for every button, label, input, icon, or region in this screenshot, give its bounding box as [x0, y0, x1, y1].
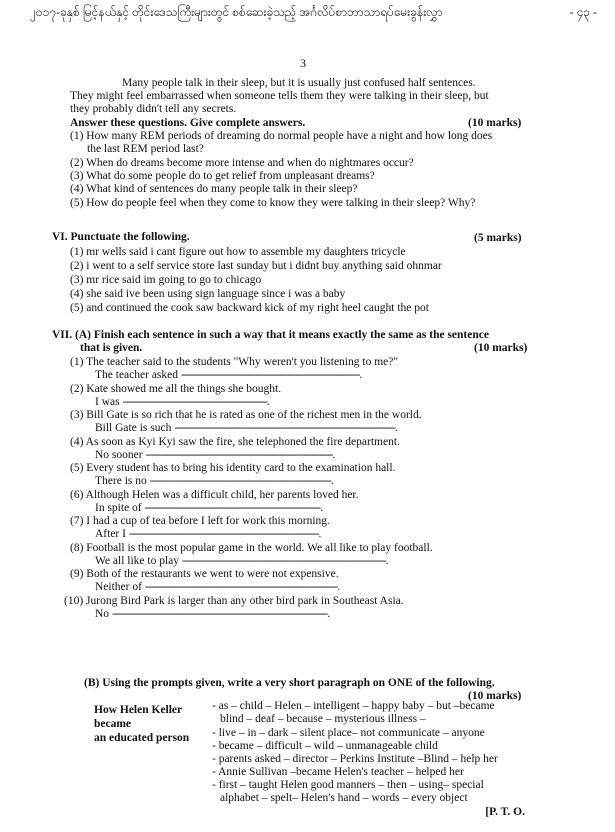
- rewrite-question: (10) Jurong Bird Park is larger than any other bird park in Southeast Asia.: [64, 595, 404, 607]
- punctuate-item-1: (1) mr wells said i cant figure out how to assemble my daughters tricycle: [70, 246, 406, 258]
- answer-blank: ------------------------------------------------------------------.: [145, 449, 335, 461]
- rewrite-answer-line: [95, 555, 388, 568]
- punctuate-item-4: (4) she said ive been using sign language since i was a baby: [70, 288, 346, 300]
- rewrite-question: (6) Although Helen was a difficult child, her parents loved her.: [70, 489, 359, 501]
- question-1-cont: the last REM period last?: [87, 143, 204, 155]
- rewrite-answer-line: [95, 396, 269, 409]
- answer-starter: No sooner: [95, 449, 143, 461]
- rewrite-answer-line: [95, 422, 397, 435]
- answer-starter: Bill Gate is such: [95, 422, 172, 434]
- rewrite-answer-line: [95, 449, 334, 462]
- question-5: (5) How do people feel when they come to know they were talking in their sleep? Why?: [70, 197, 476, 209]
- rewrite-answer-line: [95, 608, 329, 621]
- section-vii-b-heading: (B) Using the prompts given, write a very short paragraph on ONE of the following.: [84, 677, 495, 689]
- question-2: (2) When do dreams become more intense and when do nightmares occur?: [70, 157, 414, 169]
- page-header: ၂၀၁၇-ခုနှစ် မြင့်နယ်နှင့် တိုင်းဒေသကြီးများတွင် စစ်ဆေးခဲ့သည့် အင်္ဂလိပ်စာဘာသာရပ်မေးခွန်းလွှာ: [30, 5, 443, 19]
- prompt-4: - parents asked – director – Perkins Institute –Blind – help her: [212, 753, 498, 765]
- answer-starter: After I: [95, 528, 126, 540]
- rewrite-answer-line: [95, 369, 361, 382]
- prompt-1: - as – child – Helen – intelligent – happy baby – but –became: [212, 700, 495, 712]
- question-3: (3) What do some people do to get relief from unpleasant dreams?: [70, 170, 375, 182]
- rewrite-question: (2) Kate showed me all the things she bought.: [70, 383, 282, 395]
- passage-line-3: they probably didn't tell any secrets.: [70, 103, 237, 115]
- header-page-mark: - ၄၃ -: [569, 5, 597, 19]
- punctuate-item-5: (5) and continued the cook saw backward kick of my right heel caught the pot: [70, 302, 429, 314]
- answer-starter: Neither of: [95, 581, 142, 593]
- rewrite-answer-line: [95, 528, 320, 541]
- page-number: 3: [300, 56, 306, 70]
- answer-starter: I was: [95, 396, 120, 408]
- topic-line-2: became: [94, 718, 132, 730]
- answer-starter: We all like to play: [95, 555, 180, 567]
- prompt-2: - live – in – dark – silent place– not communicate – anyone: [212, 727, 485, 739]
- answer-blank: -------------------------------------------------------------------.: [128, 528, 321, 540]
- rewrite-answer-line: [95, 475, 333, 488]
- rewrite-question: (7) I had a cup of tea before I left for work this morning.: [70, 515, 330, 527]
- punctuate-item-2: (2) i went to a self service store last sunday but i didnt buy anything said ohnmar: [70, 260, 442, 272]
- topic-line-1: How Helen Keller: [94, 704, 183, 716]
- section-vii-a-marks: (10 marks): [474, 342, 528, 354]
- prompt-3: - became – difficult – wild – unmanageable child: [212, 740, 438, 752]
- rewrite-question: (4) As soon as Kyi Kyi saw the fire, she telephoned the fire department.: [70, 436, 400, 448]
- answer-blank: ----------------------------------------------------------------.: [149, 475, 333, 487]
- passage-line-1: Many people talk in their sleep, but it is usually just confused half sentences.: [122, 77, 476, 89]
- answer-starter: No: [95, 608, 110, 620]
- answer-starter: In spite of: [95, 502, 142, 514]
- answer-blank: ------------------------------------------------------------------------------.: [174, 422, 397, 434]
- answer-blank: ------------------------------------------------------------------------.: [182, 555, 388, 567]
- rewrite-question: (5) Every student has to bring his identity card to the examination hall.: [70, 462, 396, 474]
- prompt-5: - Annie Sullivan –became Helen's teacher – helped her: [212, 766, 464, 778]
- section-vii-a-heading-2: that is given.: [80, 342, 143, 354]
- prompt-1-cont: blind – deaf – because – mysterious illness –: [220, 713, 426, 725]
- rewrite-question: (8) Football is the most popular game in the world. We all like to play football.: [70, 542, 433, 554]
- passage-line-2: They might feel embarrassed when someone tells them they were talking in their sleep, but: [70, 90, 489, 102]
- section-vii-b-marks: (10 marks): [468, 690, 522, 702]
- rewrite-answer-line: [95, 502, 322, 515]
- punctuate-item-3: (3) mr rice said im going to go to chicago: [70, 274, 262, 286]
- rewrite-question: (3) Bill Gate is so rich that he is rated as one of the richest men in the world.: [70, 409, 422, 421]
- answer-starter: The teacher asked: [95, 369, 179, 381]
- prompt-6-cont: alphabet – spelt– Helen's hand – words – every object: [220, 792, 468, 804]
- section-v-heading: Answer these questions. Give complete answers.: [70, 117, 306, 129]
- pto-mark: [P. T. O.: [485, 806, 525, 818]
- answer-blank: ---------------------------------------------------.: [122, 396, 269, 408]
- question-1: (1) How many REM periods of dreaming do normal people have a night and how long does: [70, 130, 493, 142]
- section-vi-marks: (5 marks): [474, 232, 522, 244]
- section-vi-heading: VI. Punctuate the following.: [52, 231, 190, 243]
- section-vii-a-heading: VII. (A) Finish each sentence in such a way that it means exactly the same as the sentence: [52, 329, 489, 341]
- rewrite-question: (1) The teacher said to the students "Why weren't you listening to me?": [70, 356, 399, 368]
- topic-line-3: an educated person: [94, 732, 190, 744]
- prompt-6: - first – taught Helen good manners – then – using– special: [212, 779, 484, 791]
- question-4: (4) What kind of sentences do many people talk in their sleep?: [70, 183, 358, 195]
- answer-blank: ---------------------------------------------------------------.: [181, 369, 362, 381]
- section-v-marks: (10 marks): [468, 117, 522, 129]
- answer-starter: There is no: [95, 475, 147, 487]
- rewrite-answer-line: [95, 581, 339, 594]
- rewrite-question: (9) Both of the restaurants we went to were not expensive.: [70, 568, 339, 580]
- answer-blank: --------------------------------------------------------------.: [144, 502, 322, 514]
- answer-blank: ----------------------------------------------------------------------------.: [112, 608, 329, 620]
- answer-blank: --------------------------------------------------------------------.: [144, 581, 340, 593]
